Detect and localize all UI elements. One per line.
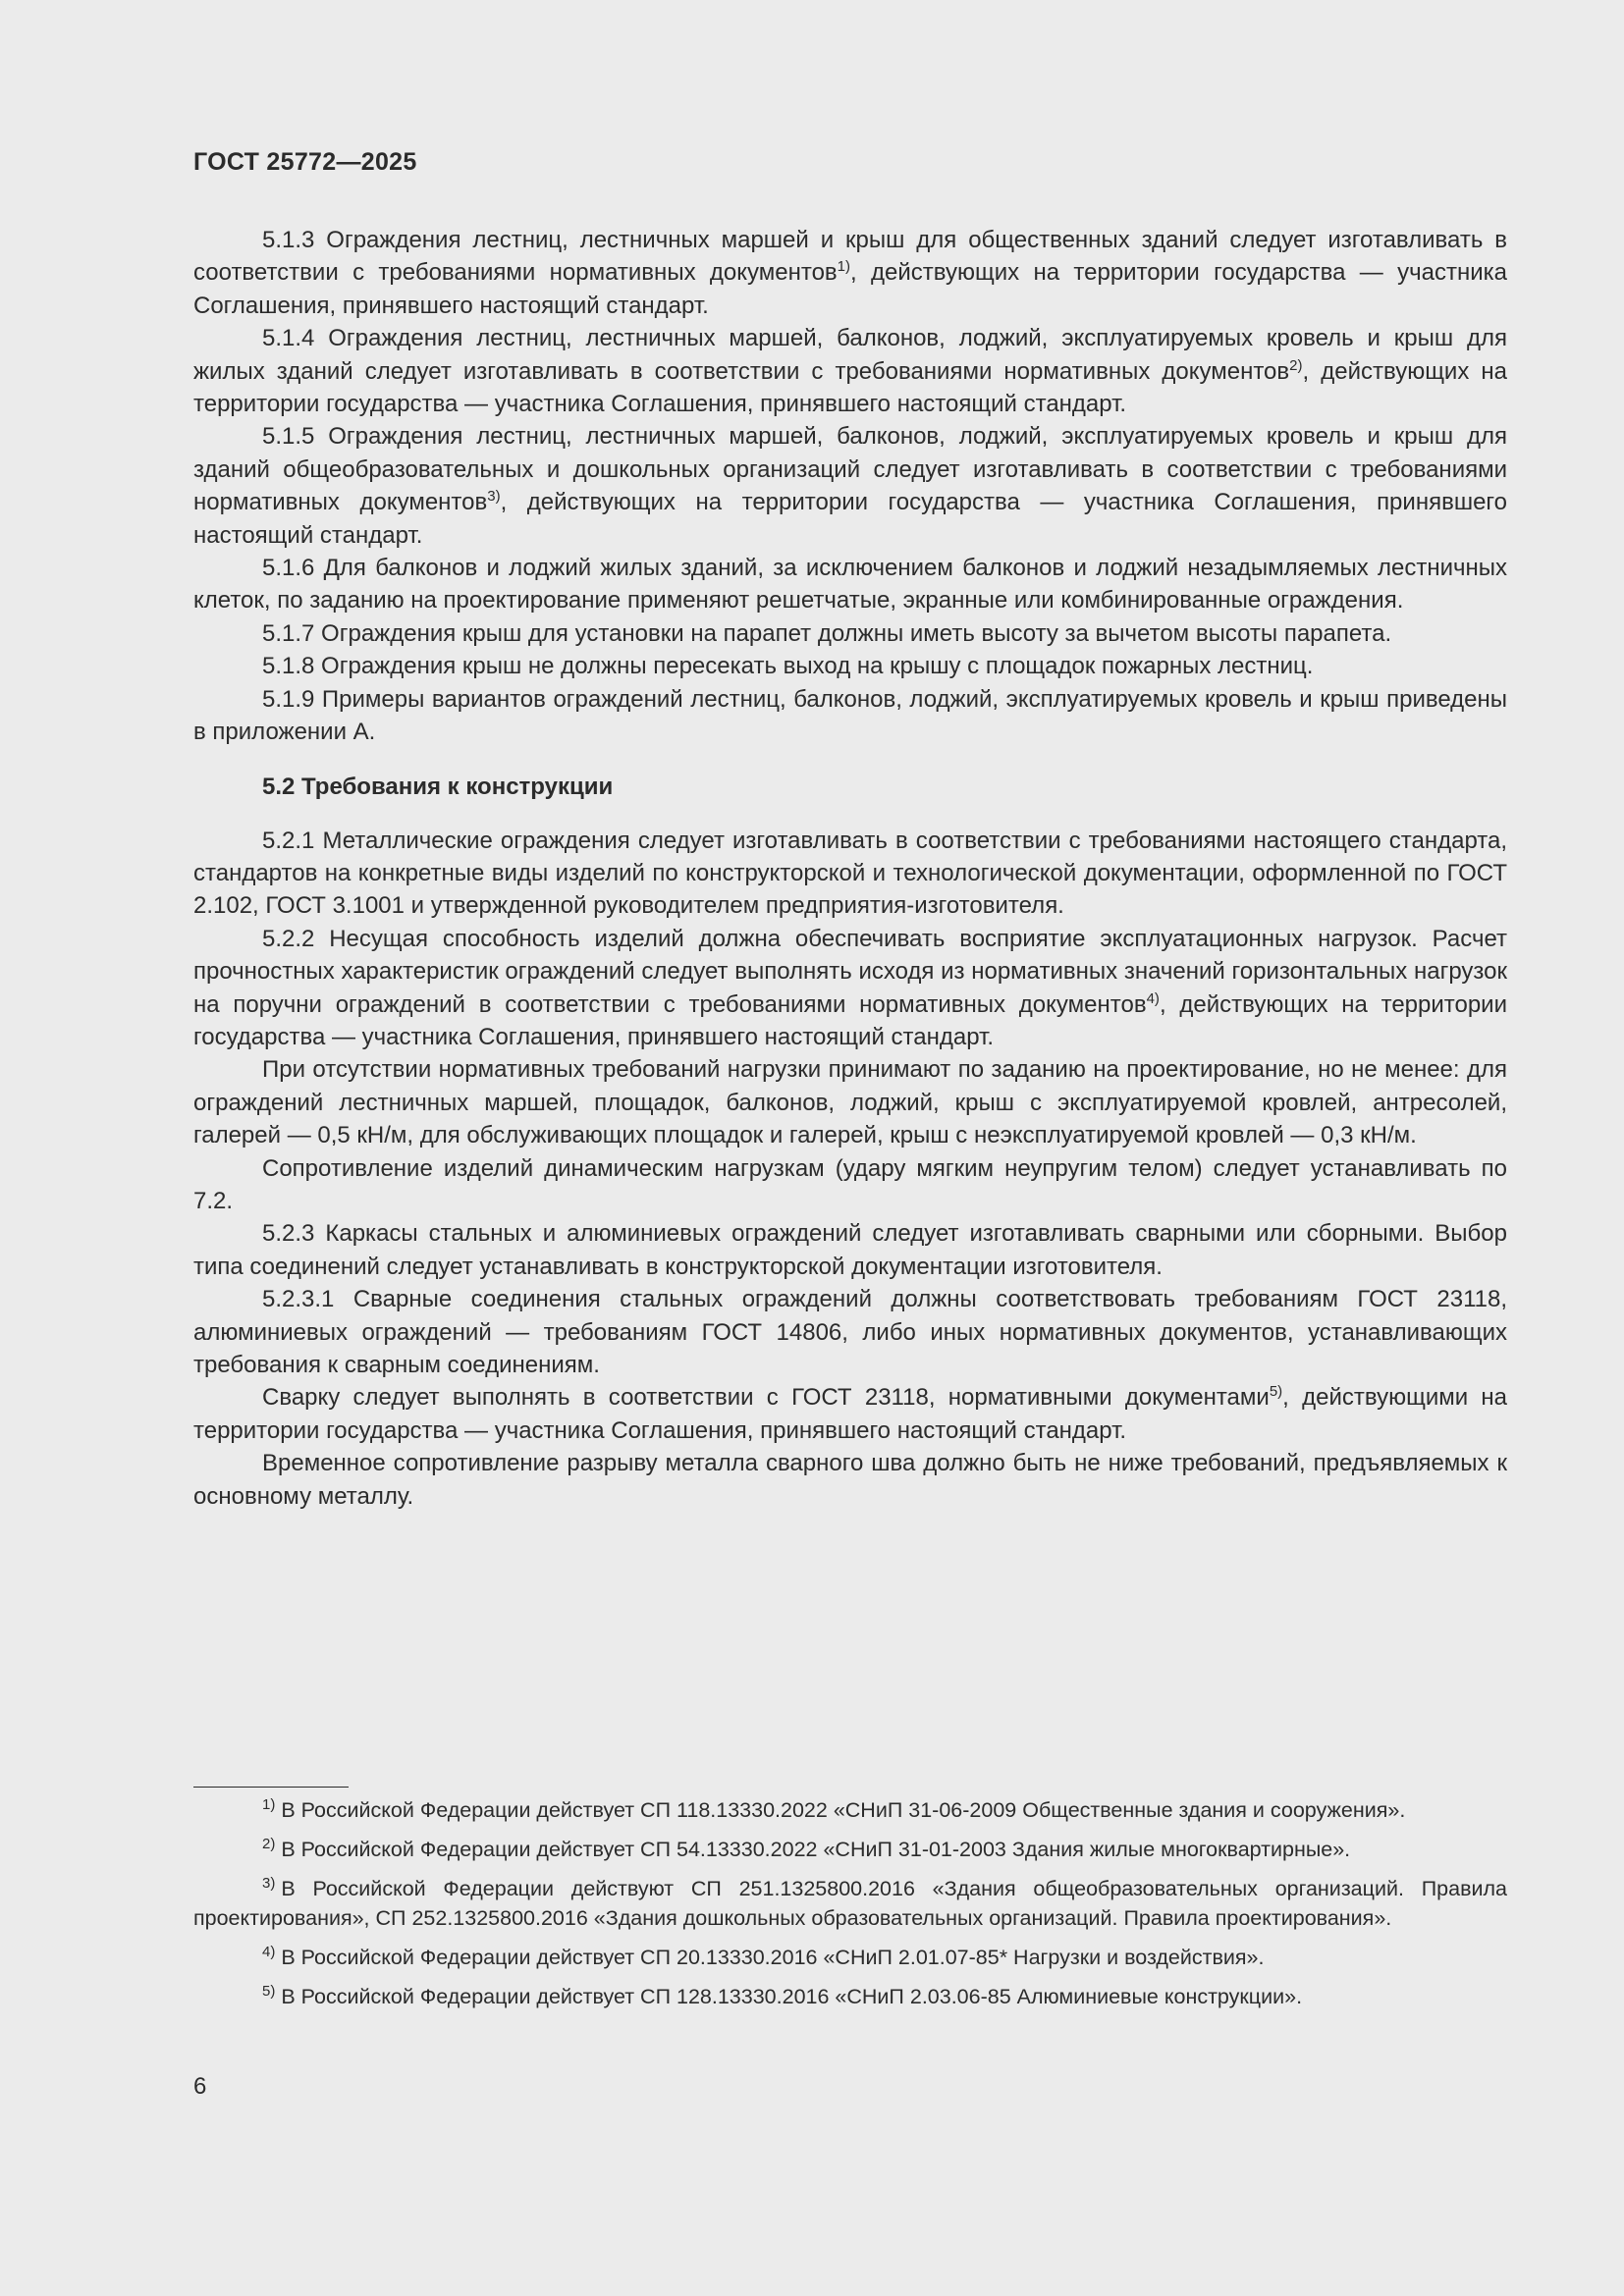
footnote-ref-3[interactable]: 3) [487, 488, 501, 506]
section-title: 5.2 Требования к конструкции [262, 773, 614, 800]
footnote-ref-5[interactable]: 5) [1269, 1383, 1283, 1401]
footnote-4: $^{4)}$ В Российской Федерации действует СП 20.13330.2016 «СНиП 2.01.07-85* Нагрузки и воздействия». [262, 1943, 1265, 1969]
paragraph-5-1-9: 5.1.9 Примеры вариантов ограждений лестниц, балконов, лоджий, эксплуатируемых кровель и крыш приведены в приложении А. [193, 685, 1507, 746]
paragraph-loads: При отсутствии нормативных требований нагрузки принимают по заданию на проектирование, но не менее: для ограждений лестничных маршей, площадок, балконов, лоджий, крыш с эксплуатируемой кровлей, антресолей, галерей — 0,5 кН/м, для обслуживающих площадок и галерей, крыш с неэксплуатируемой кровлей — 0,3 кН/м. [193, 1056, 1507, 1149]
paragraph-5-2-3: 5.2.3 Каркасы стальных и алюминиевых ограждений следует изготавливать сварными или сборными. Выбор типа соединений следует устанавливать в конструкторской документации изготовителя. [193, 1220, 1507, 1280]
document-page [193, 0, 1507, 2296]
footnote-5: $^{5)}$ В Российской Федерации действует СП 128.13330.2016 «СНиП 2.03.06-85 Алюминиевые конструкции». [262, 1982, 1303, 2008]
paragraph-5-1-8: 5.1.8 Ограждения крыш не должны пересекать выход на крышу с площадок пожарных лестниц. [262, 653, 1314, 680]
paragraph-5-2-2: 5.2.2 Несущая способность изделий должна обеспечивать восприятие эксплуатационных нагрузок. Расчет прочностных характеристик ограждений следует выполнять исходя из нормативных значений горизонтальных нагрузок на поручни ограждений в соответствии с требованиями нормативных документов$^{4)}$, действующих на территории государства — участника Соглашения, принявшего настоящий стандарт. [193, 925, 1507, 1050]
footnote-1: $^{1)}$ В Российской Федерации действует СП 118.13330.2022 «СНиП 31-06-2009 Общественные здания и сооружения». [262, 1795, 1406, 1822]
footnote-2: $^{2)}$ В Российской Федерации действует СП 54.13330.2022 «СНиП 31-01-2003 Здания жилые многоквартирные». [262, 1835, 1351, 1861]
paragraph-tensile: Временное сопротивление разрыву металла сварного шва должно быть не ниже требований, предъявляемых к основному металлу. [193, 1450, 1507, 1510]
footnote-ref-4[interactable]: 4) [1146, 989, 1160, 1007]
paragraph-5-2-1: 5.2.1 Металлические ограждения следует изготавливать в соответствии с требованиями настоящего стандарта, стандартов на конкретные виды изделий по конструкторской и технологической документации, оформленной по ГОСТ 2.102, ГОСТ 3.1001 и утвержденной руководителем предприятия-изготовителя. [193, 827, 1507, 920]
footnote-ref-2[interactable]: 2) [1289, 356, 1303, 374]
footnote-3: $^{3)}$ В Российской Федерации действуют СП 251.1325800.2016 «Здания общеобразовательных организаций. Правила проектирования», СП 252.1325800.2016 «Здания дошкольных образовательных организаций. Правила проектирования». [193, 1874, 1507, 1930]
paragraph-5-1-5: 5.1.5 Ограждения лестниц, лестничных маршей, балконов, лоджий, эксплуатируемых кровель и крыш для зданий общеобразовательных и дошкольных организаций следует изготавливать в соответствии с требованиями нормативных документов$^{3)}$, действующих на территории государства — участника Соглашения, принявшего настоящий стандарт. [193, 423, 1507, 549]
page-number: 6 [193, 2073, 207, 2100]
paragraph-dynamic: Сопротивление изделий динамическим нагрузкам (удару мягким неупругим телом) следует устанавливать по 7.2. [193, 1154, 1507, 1214]
paragraph-5-1-4: 5.1.4 Ограждения лестниц, лестничных маршей, балконов, лоджий, эксплуатируемых кровель и крыш для жилых зданий следует изготавливать в соответствии с требованиями нормативных документов$^{2)}$, действующих на территории государства — участника Соглашения, принявшего настоящий стандарт. [193, 325, 1507, 418]
paragraph-5-2-3-1: 5.2.3.1 Сварные соединения стальных ограждений должны соответствовать требованиям ГОСТ 23118, алюминиевых ограждений — требованиям ГОСТ 14806, либо иных нормативных документов, устанавливающих требования к сварным соединениям. [193, 1286, 1507, 1378]
footnotes [193, 1787, 1507, 2021]
footnote-divider [193, 1787, 349, 1788]
document-header: ГОСТ 25772—2025 [193, 148, 417, 176]
footnote-ref-1[interactable]: 1) [837, 258, 851, 276]
paragraph-5-1-7: 5.1.7 Ограждения крыш для установки на парапет должны иметь высоту за вычетом высоты парапета. [262, 619, 1392, 647]
paragraph-5-1-6: 5.1.6 Для балконов и лоджий жилых зданий, за исключением балконов и лоджий незадымляемых лестничных клеток, по заданию на проектирование применяют решетчатые, экранные или комбинированные ограждения. [193, 555, 1507, 614]
paragraph-5-1-3: 5.1.3 Ограждения лестниц, лестничных маршей и крыш для общественных зданий следует изготавливать в соответствии с требованиями нормативных документов$^{1)}$, действующих на территории государства — участника Соглашения, принявшего настоящий стандарт. [193, 227, 1507, 319]
paragraph-welding: Сварку следует выполнять в соответствии с ГОСТ 23118, нормативными документами$^{5)}$, действующими на территории государства — участника Соглашения, принявшего настоящий стандарт. [193, 1383, 1508, 1444]
body-text [193, 224, 1507, 1513]
